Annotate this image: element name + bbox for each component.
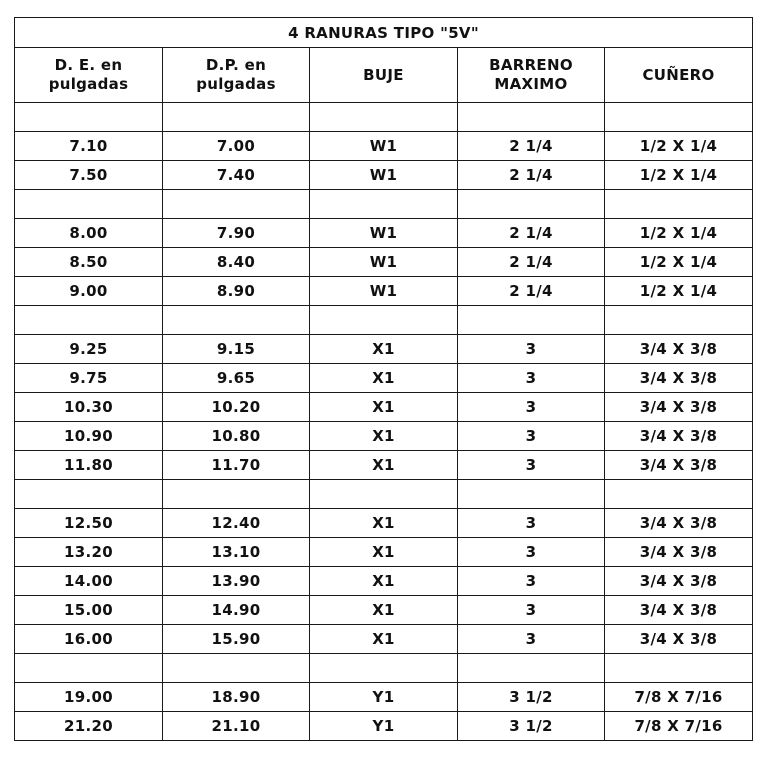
- cell-max-bore: 2 1/4: [458, 161, 605, 190]
- empty-cell: [15, 190, 163, 219]
- table-row: [15, 248, 753, 277]
- cell-pitch-diameter: 7.90: [163, 219, 310, 248]
- empty-cell: [458, 306, 605, 335]
- title-row: [15, 18, 753, 48]
- cell-max-bore: 3: [458, 538, 605, 567]
- cell-keyway: 3/4 X 3/8: [605, 625, 753, 654]
- empty-cell: [605, 480, 753, 509]
- cell-bushing: W1: [310, 132, 458, 161]
- empty-cell: [310, 480, 458, 509]
- header-outer-diameter: [15, 48, 163, 103]
- cell-outer-diameter: 12.50: [15, 509, 163, 538]
- header-pitch-diameter: [163, 48, 310, 103]
- cell-pitch-diameter: 21.10: [163, 712, 310, 741]
- cell-outer-diameter: 19.00: [15, 683, 163, 712]
- cell-max-bore: 3: [458, 364, 605, 393]
- empty-cell: [458, 103, 605, 132]
- cell-outer-diameter: 16.00: [15, 625, 163, 654]
- cell-keyway: 3/4 X 3/8: [605, 335, 753, 364]
- empty-cell: [605, 103, 753, 132]
- cell-pitch-diameter: 7.40: [163, 161, 310, 190]
- table-body: [15, 103, 753, 741]
- empty-cell: [163, 103, 310, 132]
- cell-keyway: 3/4 X 3/8: [605, 567, 753, 596]
- table-row: [15, 683, 753, 712]
- empty-cell: [310, 190, 458, 219]
- cell-pitch-diameter: 13.90: [163, 567, 310, 596]
- spacer-row: [15, 306, 753, 335]
- table-row: [15, 277, 753, 306]
- header-line: BARRENO: [489, 56, 573, 74]
- cell-bushing: Y1: [310, 712, 458, 741]
- header-line: D.P. en: [205, 56, 267, 74]
- cell-outer-diameter: 9.25: [15, 335, 163, 364]
- header-keyway: [605, 48, 753, 103]
- cell-pitch-diameter: 8.90: [163, 277, 310, 306]
- table-row: [15, 161, 753, 190]
- empty-cell: [310, 306, 458, 335]
- cell-keyway: 1/2 X 1/4: [605, 277, 753, 306]
- table-row: [15, 451, 753, 480]
- table-row: [15, 538, 753, 567]
- cell-keyway: 1/2 X 1/4: [605, 132, 753, 161]
- cell-max-bore: 3 1/2: [458, 683, 605, 712]
- cell-bushing: W1: [310, 248, 458, 277]
- cell-max-bore: 3: [458, 393, 605, 422]
- table-title: 4 RANURAS TIPO "5V": [15, 18, 753, 48]
- cell-bushing: W1: [310, 277, 458, 306]
- cell-max-bore: 3: [458, 335, 605, 364]
- cell-pitch-diameter: 12.40: [163, 509, 310, 538]
- empty-cell: [605, 654, 753, 683]
- cell-pitch-diameter: 13.10: [163, 538, 310, 567]
- cell-pitch-diameter: 14.90: [163, 596, 310, 625]
- cell-max-bore: 3: [458, 509, 605, 538]
- cell-bushing: Y1: [310, 683, 458, 712]
- header-bushing: [310, 48, 458, 103]
- table-row: [15, 393, 753, 422]
- cell-outer-diameter: 7.50: [15, 161, 163, 190]
- pulley-spec-table: [14, 17, 753, 741]
- cell-max-bore: 2 1/4: [458, 277, 605, 306]
- empty-cell: [310, 103, 458, 132]
- cell-keyway: 7/8 X 7/16: [605, 683, 753, 712]
- empty-cell: [458, 190, 605, 219]
- cell-outer-diameter: 10.30: [15, 393, 163, 422]
- header-line: CUÑERO: [642, 65, 715, 84]
- cell-keyway: 3/4 X 3/8: [605, 451, 753, 480]
- header-row: [15, 48, 753, 103]
- cell-outer-diameter: 8.00: [15, 219, 163, 248]
- cell-outer-diameter: 7.10: [15, 132, 163, 161]
- cell-keyway: 3/4 X 3/8: [605, 422, 753, 451]
- cell-keyway: 1/2 X 1/4: [605, 161, 753, 190]
- empty-cell: [163, 190, 310, 219]
- empty-cell: [605, 190, 753, 219]
- spacer-row: [15, 190, 753, 219]
- cell-pitch-diameter: 18.90: [163, 683, 310, 712]
- empty-cell: [15, 103, 163, 132]
- header-line: MAXIMO: [494, 75, 568, 93]
- header-max-bore: [458, 48, 605, 103]
- empty-cell: [15, 306, 163, 335]
- cell-keyway: 3/4 X 3/8: [605, 393, 753, 422]
- cell-bushing: X1: [310, 451, 458, 480]
- empty-cell: [605, 306, 753, 335]
- spacer-row: [15, 103, 753, 132]
- cell-outer-diameter: 9.00: [15, 277, 163, 306]
- header-line: pulgadas: [196, 75, 276, 93]
- cell-keyway: 7/8 X 7/16: [605, 712, 753, 741]
- cell-pitch-diameter: 9.15: [163, 335, 310, 364]
- cell-outer-diameter: 10.90: [15, 422, 163, 451]
- header-line: D. E. en: [54, 56, 123, 74]
- cell-outer-diameter: 14.00: [15, 567, 163, 596]
- cell-pitch-diameter: 11.70: [163, 451, 310, 480]
- cell-pitch-diameter: 8.40: [163, 248, 310, 277]
- cell-max-bore: 3 1/2: [458, 712, 605, 741]
- cell-outer-diameter: 8.50: [15, 248, 163, 277]
- cell-max-bore: 3: [458, 451, 605, 480]
- cell-pitch-diameter: 15.90: [163, 625, 310, 654]
- cell-outer-diameter: 11.80: [15, 451, 163, 480]
- cell-bushing: X1: [310, 596, 458, 625]
- cell-max-bore: 2 1/4: [458, 248, 605, 277]
- cell-pitch-diameter: 10.20: [163, 393, 310, 422]
- cell-keyway: 1/2 X 1/4: [605, 248, 753, 277]
- header-line: BUJE: [363, 65, 404, 84]
- cell-bushing: X1: [310, 509, 458, 538]
- cell-max-bore: 3: [458, 625, 605, 654]
- cell-bushing: X1: [310, 567, 458, 596]
- cell-max-bore: 3: [458, 422, 605, 451]
- cell-bushing: X1: [310, 335, 458, 364]
- table-row: [15, 596, 753, 625]
- cell-outer-diameter: 21.20: [15, 712, 163, 741]
- cell-outer-diameter: 15.00: [15, 596, 163, 625]
- empty-cell: [163, 306, 310, 335]
- empty-cell: [310, 654, 458, 683]
- cell-keyway: 3/4 X 3/8: [605, 596, 753, 625]
- spacer-row: [15, 654, 753, 683]
- header-line: pulgadas: [48, 75, 129, 93]
- empty-cell: [15, 654, 163, 683]
- table-row: [15, 132, 753, 161]
- cell-keyway: 3/4 X 3/8: [605, 364, 753, 393]
- empty-cell: [458, 480, 605, 509]
- table-row: [15, 219, 753, 248]
- table-row: [15, 712, 753, 741]
- cell-pitch-diameter: 7.00: [163, 132, 310, 161]
- empty-cell: [163, 480, 310, 509]
- cell-max-bore: 2 1/4: [458, 219, 605, 248]
- cell-keyway: 1/2 X 1/4: [605, 219, 753, 248]
- spacer-row: [15, 480, 753, 509]
- cell-outer-diameter: 9.75: [15, 364, 163, 393]
- cell-bushing: W1: [310, 219, 458, 248]
- cell-keyway: 3/4 X 3/8: [605, 509, 753, 538]
- cell-keyway: 3/4 X 3/8: [605, 538, 753, 567]
- empty-cell: [458, 654, 605, 683]
- cell-bushing: X1: [310, 393, 458, 422]
- table-row: [15, 625, 753, 654]
- cell-bushing: X1: [310, 538, 458, 567]
- table-row: [15, 364, 753, 393]
- table-row: [15, 567, 753, 596]
- cell-bushing: X1: [310, 625, 458, 654]
- empty-cell: [15, 480, 163, 509]
- cell-bushing: X1: [310, 364, 458, 393]
- cell-max-bore: 3: [458, 596, 605, 625]
- cell-max-bore: 2 1/4: [458, 132, 605, 161]
- table-row: [15, 422, 753, 451]
- empty-cell: [163, 654, 310, 683]
- cell-pitch-diameter: 10.80: [163, 422, 310, 451]
- spec-sheet: [14, 17, 752, 741]
- table-row: [15, 509, 753, 538]
- cell-bushing: W1: [310, 161, 458, 190]
- cell-outer-diameter: 13.20: [15, 538, 163, 567]
- cell-bushing: X1: [310, 422, 458, 451]
- table-row: [15, 335, 753, 364]
- cell-max-bore: 3: [458, 567, 605, 596]
- cell-pitch-diameter: 9.65: [163, 364, 310, 393]
